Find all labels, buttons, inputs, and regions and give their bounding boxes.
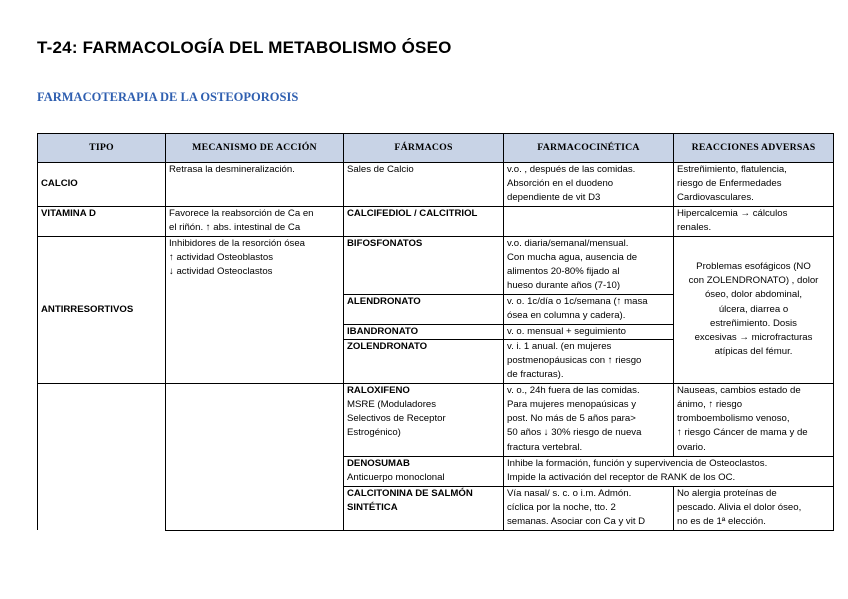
cell-cinetica-ibandronato: v. o. mensual + seguimiento — [504, 324, 674, 339]
text-line: de fracturas). — [507, 369, 564, 381]
cell-cinetica-raloxifeno — [504, 383, 674, 456]
text-line: Selectivos de Receptor — [347, 413, 446, 425]
cell-tipo-calcio: CALCIO — [38, 163, 166, 207]
cell-adversas-raloxifeno — [674, 383, 834, 456]
cell-mecanismo-calcio: Retrasa la desmineralización. — [166, 163, 344, 207]
text-line: Estrogénico) — [347, 427, 401, 439]
text-line: con ZOLENDRONATO) , dolor — [688, 275, 819, 287]
text-line: Vía nasal/ s. c. o i.m. Admón. — [507, 487, 632, 499]
cell-farmaco-raloxifeno — [344, 383, 504, 456]
cell-cinetica-calcio — [504, 163, 674, 207]
text-line: v.o. diaria/semanal/mensual. — [507, 237, 629, 249]
text-line: Hipercalcemia → cálculos — [677, 207, 788, 219]
text-line: No alergia proteínas de — [677, 487, 777, 499]
text-line: ovario. — [677, 441, 706, 453]
osteoporosis-table — [37, 133, 834, 531]
table-row-calcio — [38, 163, 834, 207]
text-line: 50 años ↓ 30% riesgo de nueva — [507, 427, 642, 439]
text-line: CALCITONINA DE SALMÓN — [347, 487, 473, 499]
text-line: v.o. , después de las comidas. — [507, 164, 636, 175]
cell-farmaco-ibandronato: IBANDRONATO — [344, 324, 504, 339]
header-reacciones: REACCIONES ADVERSAS — [674, 134, 834, 163]
cell-tipo-vitamina-d: VITAMINA D — [38, 206, 166, 236]
cell-tipo-empty — [38, 456, 166, 486]
text-line: estreñimiento. Dosis — [710, 317, 797, 329]
text-line: óseo, dolor abdominal, — [704, 289, 803, 301]
table-row-vitamina-d — [38, 206, 834, 236]
text-line: Inhibe la formación, función y supervivencia de Osteoclastos. — [507, 457, 768, 469]
text-line: Anticuerpo monoclonal — [347, 472, 445, 484]
text-line: el riñón. ↑ abs. intestinal de Ca — [169, 221, 301, 233]
cell-cinetica-bifosfonatos — [504, 236, 674, 294]
text-line: Impide la activación del receptor de RANK de los OC. — [507, 472, 736, 484]
cell-tipo-antirresortivos: ANTIRRESORTIVOS — [38, 236, 166, 383]
cell-adversas-bifosfonatos — [674, 236, 834, 383]
cell-tipo-empty — [38, 486, 166, 530]
text-line: Absorción en el duodeno — [507, 178, 614, 190]
text-line: ánimo, ↑ riesgo — [677, 399, 743, 411]
page-title: T-24: FARMACOLOGÍA DEL METABOLISMO ÓSEO — [37, 38, 452, 57]
cell-farmaco-calcio: Sales de Calcio — [344, 163, 504, 207]
cell-adversas-calcitonina — [674, 486, 834, 530]
cell-farmaco-calcitonina — [344, 486, 504, 530]
text-line: Problemas esofágicos (NO — [696, 261, 811, 272]
text-line: dependiente de vit D3 — [507, 192, 601, 204]
text-line: Favorece la reabsorción de Ca en — [169, 207, 314, 219]
cell-farmaco-zolendronato: ZOLENDRONATO — [344, 339, 504, 383]
header-farmacocinetica: FARMACOCINÉTICA — [504, 134, 674, 163]
cell-mecanismo-empty — [166, 456, 344, 486]
text-line: pescado. Alivia el dolor óseo, — [677, 502, 802, 514]
text-line: post. No más de 5 años para> — [507, 413, 636, 425]
text-line: atípicas del fémur. — [714, 346, 793, 358]
text-line: Estreñimiento, flatulencia, — [677, 164, 787, 175]
table-row-denosumab — [38, 456, 834, 486]
cell-tipo-empty — [38, 383, 166, 456]
cell-adversas-vitamina-d — [674, 206, 834, 236]
text-line: ósea en columna y cadera). — [507, 309, 626, 321]
text-line: Con mucha agua, ausencia de — [507, 251, 638, 263]
cell-mecanismo-empty — [166, 383, 344, 456]
section-title: FARMACOTERAPIA DE LA OSTEOPOROSIS — [37, 90, 299, 104]
cell-nota-denosumab — [504, 456, 834, 486]
text-line: semanas. Asociar con Ca y vit D — [507, 516, 646, 528]
header-mecanismo: MECANISMO DE ACCIÓN — [166, 134, 344, 163]
table-row-raloxifeno — [38, 383, 834, 456]
text-line: Cardiovasculares. — [677, 192, 754, 204]
text-line: cíclica por la noche, tto. 2 — [507, 502, 616, 514]
text-line: Nauseas, cambios estado de — [677, 384, 801, 396]
text-line: Para mujeres menopaúsicas y — [507, 399, 637, 411]
text-line: tromboembolismo venoso, — [677, 413, 790, 425]
text-line: postmenopáusicas con ↑ riesgo — [507, 355, 642, 367]
text-line: MSRE (Moduladores — [347, 399, 437, 411]
table-row-bifosfonatos — [38, 236, 834, 294]
table-row-calcitonina — [38, 486, 834, 530]
cell-cinetica-vitamina-d — [504, 206, 674, 236]
text-line: riesgo de Enfermedades — [677, 178, 782, 190]
cell-mecanismo-antirresortivos — [166, 236, 344, 383]
text-line: fractura vertebral. — [507, 441, 583, 453]
text-line: v. o., 24h fuera de las comidas. — [507, 384, 640, 396]
header-farmacos: FÁRMACOS — [344, 134, 504, 163]
text-line: RALOXIFENO — [347, 384, 410, 396]
cell-adversas-calcio — [674, 163, 834, 207]
text-line: ↑ riesgo Cáncer de mama y de — [677, 427, 808, 439]
cell-farmaco-denosumab — [344, 456, 504, 486]
text-line: Inhibidores de la resorción ósea — [169, 237, 305, 249]
text-line: ↑ actividad Osteoblastos — [169, 251, 273, 263]
text-line: v. o. 1c/día o 1c/semana (↑ masa — [507, 295, 648, 307]
text-line: hueso durante años (7-10) — [507, 280, 621, 292]
cell-cinetica-calcitonina — [504, 486, 674, 530]
text-line: ↓ actividad Osteoclastos — [169, 266, 273, 278]
header-row — [38, 134, 834, 163]
cell-cinetica-alendronato — [504, 294, 674, 324]
cell-farmaco-bifosfonatos: BIFOSFONATOS — [344, 236, 504, 294]
cell-farmaco-alendronato: ALENDRONATO — [344, 294, 504, 324]
text-line: úlcera, diarrea o — [718, 303, 789, 315]
cell-farmaco-vitamina-d: CALCIFEDIOL / CALCITRIOL — [344, 206, 504, 236]
text-line: DENOSUMAB — [347, 457, 410, 469]
text-line: SINTÉTICA — [347, 502, 398, 514]
cell-cinetica-zolendronato — [504, 339, 674, 383]
text-line: no es de 1ª elección. — [677, 516, 766, 528]
text-line: v. i. 1 anual. (en mujeres — [507, 340, 612, 352]
text-line: excesivas → microfracturas — [694, 332, 813, 344]
text-line: renales. — [677, 221, 712, 233]
cell-mecanismo-vitamina-d — [166, 206, 344, 236]
text-line: alimentos 20-80% fijado al — [507, 266, 620, 278]
header-tipo: TIPO — [38, 134, 166, 163]
cell-mecanismo-empty — [166, 486, 344, 530]
